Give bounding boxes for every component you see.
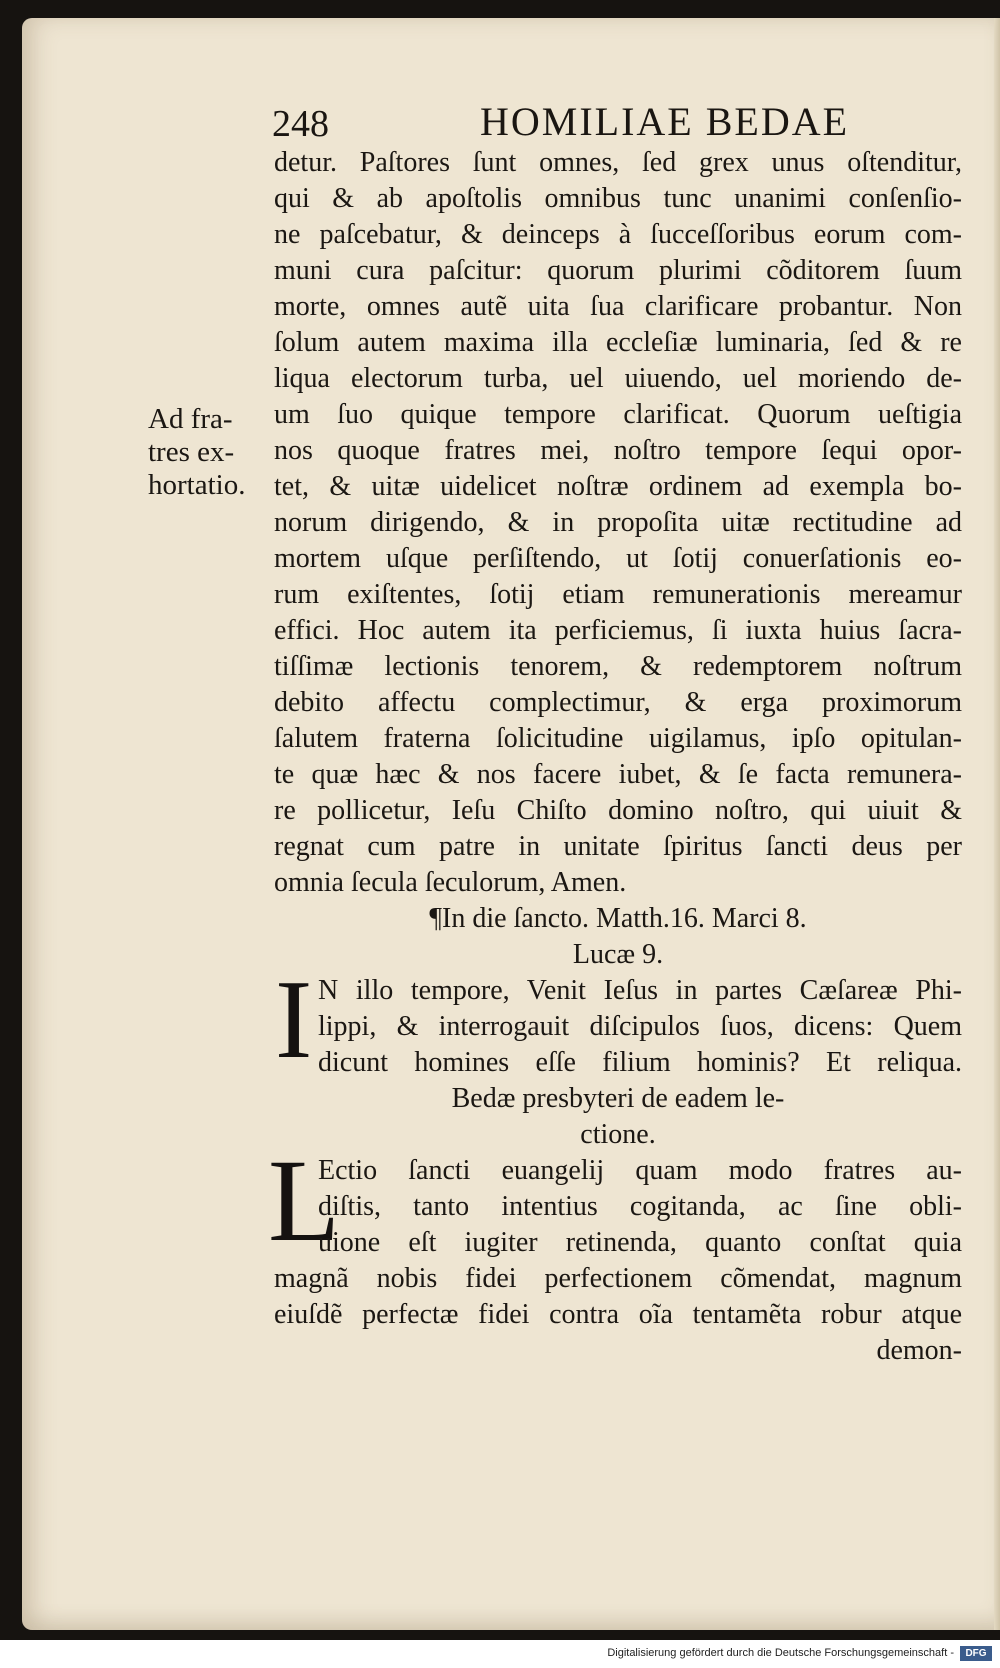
text-line: detur. Paſtores ſunt omnes, ſed grex unus oſtenditur, — [274, 147, 962, 178]
text-line: ne paſcebatur, & deinceps à ſucceſſoribus eorum com- — [274, 219, 962, 250]
text-line: rum exiſtentes, ſotij etiam remunerationis mereamur — [274, 579, 962, 610]
homily-line: magnã nobis fidei perfectionem cõmendat, magnum — [274, 1263, 962, 1294]
book-page — [22, 18, 1000, 1630]
gospel-line: N illo tempore, Venit Ieſus in partes Cæſareæ Phi- — [318, 975, 962, 1006]
margin-note-line: Ad fra- — [148, 403, 233, 435]
homily-line: diſtis, tanto intentius cogitanda, ac ſine obli- — [318, 1191, 962, 1222]
homily-line: Ectio ſancti euangelij quam modo fratres au- — [318, 1155, 962, 1186]
text-line: nos quoque fratres mei, noſtro tempore ſequi opor- — [274, 435, 962, 466]
catchword: demon- — [876, 1335, 962, 1366]
text-line: tiſſimæ lectionis tenorem, & redemptorem noſtrum — [274, 651, 962, 682]
homily-line: eiuſdẽ perfectæ fidei contra oĩa tentamẽta robur atque — [274, 1299, 962, 1330]
text-line: ſalutem fraterna ſolicitudine uigilamus, ipſo opitulan- — [274, 723, 962, 754]
page-header — [22, 98, 1000, 148]
margin-note — [148, 403, 245, 502]
text-line: mortem uſque perſiſtendo, ut ſotij conuerſationis eo- — [274, 543, 962, 574]
text-line: qui & ab apoſtolis omnibus tunc unanimi conſenſio- — [274, 183, 962, 214]
homily-line: uione eſt iugiter retinenda, quanto conſtat quia — [318, 1227, 962, 1258]
digitization-footer — [0, 1640, 1000, 1668]
rubric-line: ¶In die ſancto. Matth.16. Marci 8. — [429, 903, 807, 934]
text-line: ſolum autem maxima illa eccleſiæ luminaria, ſed & re — [274, 327, 962, 358]
text-line: omnia ſecula ſeculorum, Amen. — [274, 867, 627, 898]
funding-credit: Digitalisierung gefördert durch die Deutsche Forschungsgemeinschaft - — [607, 1647, 954, 1659]
text-line: um ſuo quique tempore clarificat. Quorum ueſtigia — [274, 399, 962, 430]
running-title: HOMILIAE BEDAE — [480, 99, 850, 144]
text-line: morte, omnes autẽ uita ſua clarificare probantur. Non — [274, 291, 962, 322]
dfg-logo: DFG — [960, 1646, 992, 1661]
dropcap-i: I — [275, 958, 313, 1082]
main-text — [274, 145, 962, 1369]
text-line: liqua electorum turba, uel uiuendo, uel moriendo de- — [274, 363, 962, 394]
gospel-line: dicunt homines eſſe filium hominis? Et reliqua. — [318, 1047, 962, 1078]
text-line: te quæ hæc & nos facere iubet, & ſe facta remunera- — [274, 759, 962, 790]
page-edge — [994, 18, 1000, 1630]
homily-title-line: ctione. — [580, 1119, 656, 1150]
text-line: effici. Hoc autem ita perficiemus, ſi iuxta huius ſacra- — [274, 615, 962, 646]
text-line: tet, & uitæ uidelicet noſtræ ordinem ad exempla bo- — [274, 471, 962, 502]
rubric-line: Lucæ 9. — [572, 939, 664, 970]
gospel-line: lippi, & interrogauit diſcipulos ſuos, dicens: Quem — [318, 1011, 962, 1042]
margin-note-line: tres ex- — [148, 436, 235, 468]
text-line: debito affectu complectimur, & erga proximorum — [274, 687, 962, 718]
text-line: regnat cum patre in unitate ſpiritus ſancti deus per — [274, 831, 962, 862]
dropcap-l: L — [268, 1135, 341, 1266]
homily-title-line: Bedæ presbyteri de eadem le- — [451, 1083, 785, 1114]
text-line: norum dirigendo, & in propoſita uitæ rectitudine ad — [274, 507, 962, 538]
margin-note-line: hortatio. — [148, 469, 246, 501]
text-line: re pollicetur, Ieſu Chiſto domino noſtro, qui uiuit & — [274, 795, 962, 826]
text-line: muni cura paſcitur: quorum plurimi cõditorem ſuum — [274, 255, 962, 286]
page-number: 248 — [272, 103, 329, 145]
